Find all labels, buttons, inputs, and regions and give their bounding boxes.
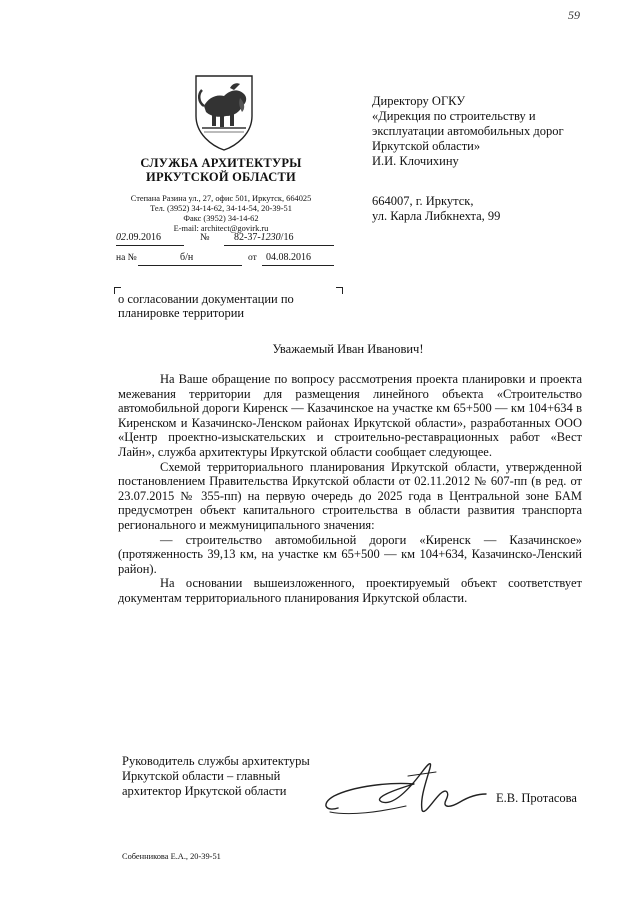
address-line1: 664007, г. Иркутск, — [372, 194, 474, 208]
letter-body — [118, 372, 582, 606]
executor-info: Собенникова Е.А., 20-39-51 — [122, 852, 221, 861]
incoming-label: на № — [116, 253, 137, 263]
addressee-block — [372, 94, 632, 169]
outgoing-registration — [116, 232, 334, 248]
addressee-line1: Директору ОГКУ — [372, 94, 466, 108]
addressee-name: И.И. Клочихину — [372, 154, 459, 168]
address-line2: ул. Карла Либкнехта, 99 — [372, 209, 501, 223]
coat-of-arms-emblem — [190, 72, 258, 152]
organization-name-line2: ИРКУТСКОЙ ОБЛАСТИ — [146, 170, 296, 184]
outgoing-number-handwritten: 1230 — [260, 232, 281, 243]
organization-name — [100, 156, 342, 184]
outgoing-number-prefix: 82-37- — [234, 232, 261, 243]
organization-contacts — [100, 194, 342, 234]
body-paragraph-3: — строительство автомобильной дороги «Киренск — Казачинское» (протяженность 39,13 км, на участке км 65+500 — км 104+634, Казачинско-Ленский район). — [118, 532, 582, 576]
number-sign: № — [200, 232, 210, 243]
addressee-address — [372, 194, 632, 224]
organization-name-line1: СЛУЖБА АРХИТЕКТУРЫ — [140, 156, 302, 170]
contact-fax: Факс (3952) 34-14-62 — [183, 214, 259, 223]
outgoing-day-handwritten: 02 — [116, 232, 126, 243]
signatory-title-line3: архитектор Иркутской области — [122, 784, 287, 798]
subject-line1: о согласовании документации по — [118, 292, 294, 306]
addressee-line4: Иркутской области» — [372, 139, 481, 153]
addressee-line2: «Дирекция по строительству и — [372, 109, 536, 123]
page-number: 59 — [568, 8, 580, 22]
outgoing-date: .09.2016 — [126, 232, 161, 243]
letter-subject — [118, 292, 348, 320]
addressee-line3: эксплуатации автомобильных дорог — [372, 124, 564, 138]
body-paragraph-4: На основании вышеизложенного, проектируемый объект соответствует документам территориального планирования Иркутской области. — [118, 576, 582, 605]
incoming-from-label: от — [248, 253, 257, 263]
incoming-registration — [116, 252, 334, 268]
handwritten-signature — [310, 752, 500, 832]
contact-phone: Тел. (3952) 34-14-62, 34-14-54, 20-39-51 — [150, 204, 292, 213]
signatory-title-line1: Руководитель службы архитектуры — [122, 754, 310, 768]
body-paragraph-1: На Ваше обращение по вопросу рассмотрения проекта планировки и проекта межевания территории для размещения линейного объекта «Строительство автомобильной дороги Киренск — Казачинское на участке км 65+500 — км 104+634 в Киренском и Казачинско-Ленском районах Иркутской области», разработанных ООО «Центр проектно-изыскательских и строительно-реставрационных работ «Вест Лайн», служба архитектуры Иркутской области сообщает следующее. — [118, 372, 582, 459]
contact-email: E-mail: architect@govirk.ru — [173, 224, 269, 233]
incoming-number: б/н — [180, 252, 194, 263]
contact-address: Степана Разина ул., 27, офис 501, Иркутск, 664025 — [130, 194, 312, 203]
subject-line2: планировке территории — [118, 306, 245, 320]
salutation: Уважаемый Иван Иванович! — [272, 342, 424, 356]
signatory-title-line2: Иркутской области – главный — [122, 769, 281, 783]
outgoing-number-suffix: /16 — [280, 232, 294, 243]
signatory-name: Е.В. Протасова — [496, 791, 577, 805]
body-paragraph-2: Схемой территориального планирования Иркутской области, утвержденной постановлением Правительства Иркутской области от 02.11.2012 № 607-пп (в ред. от 23.07.2015 № 355-пп) на первую очередь до 2025 года в Центральной зоне БАМ предусмотрен объект капитального строительства в области развития транспорта регионального и межмуниципального значения: — [118, 459, 582, 532]
incoming-date: 04.08.2016 — [266, 252, 311, 263]
